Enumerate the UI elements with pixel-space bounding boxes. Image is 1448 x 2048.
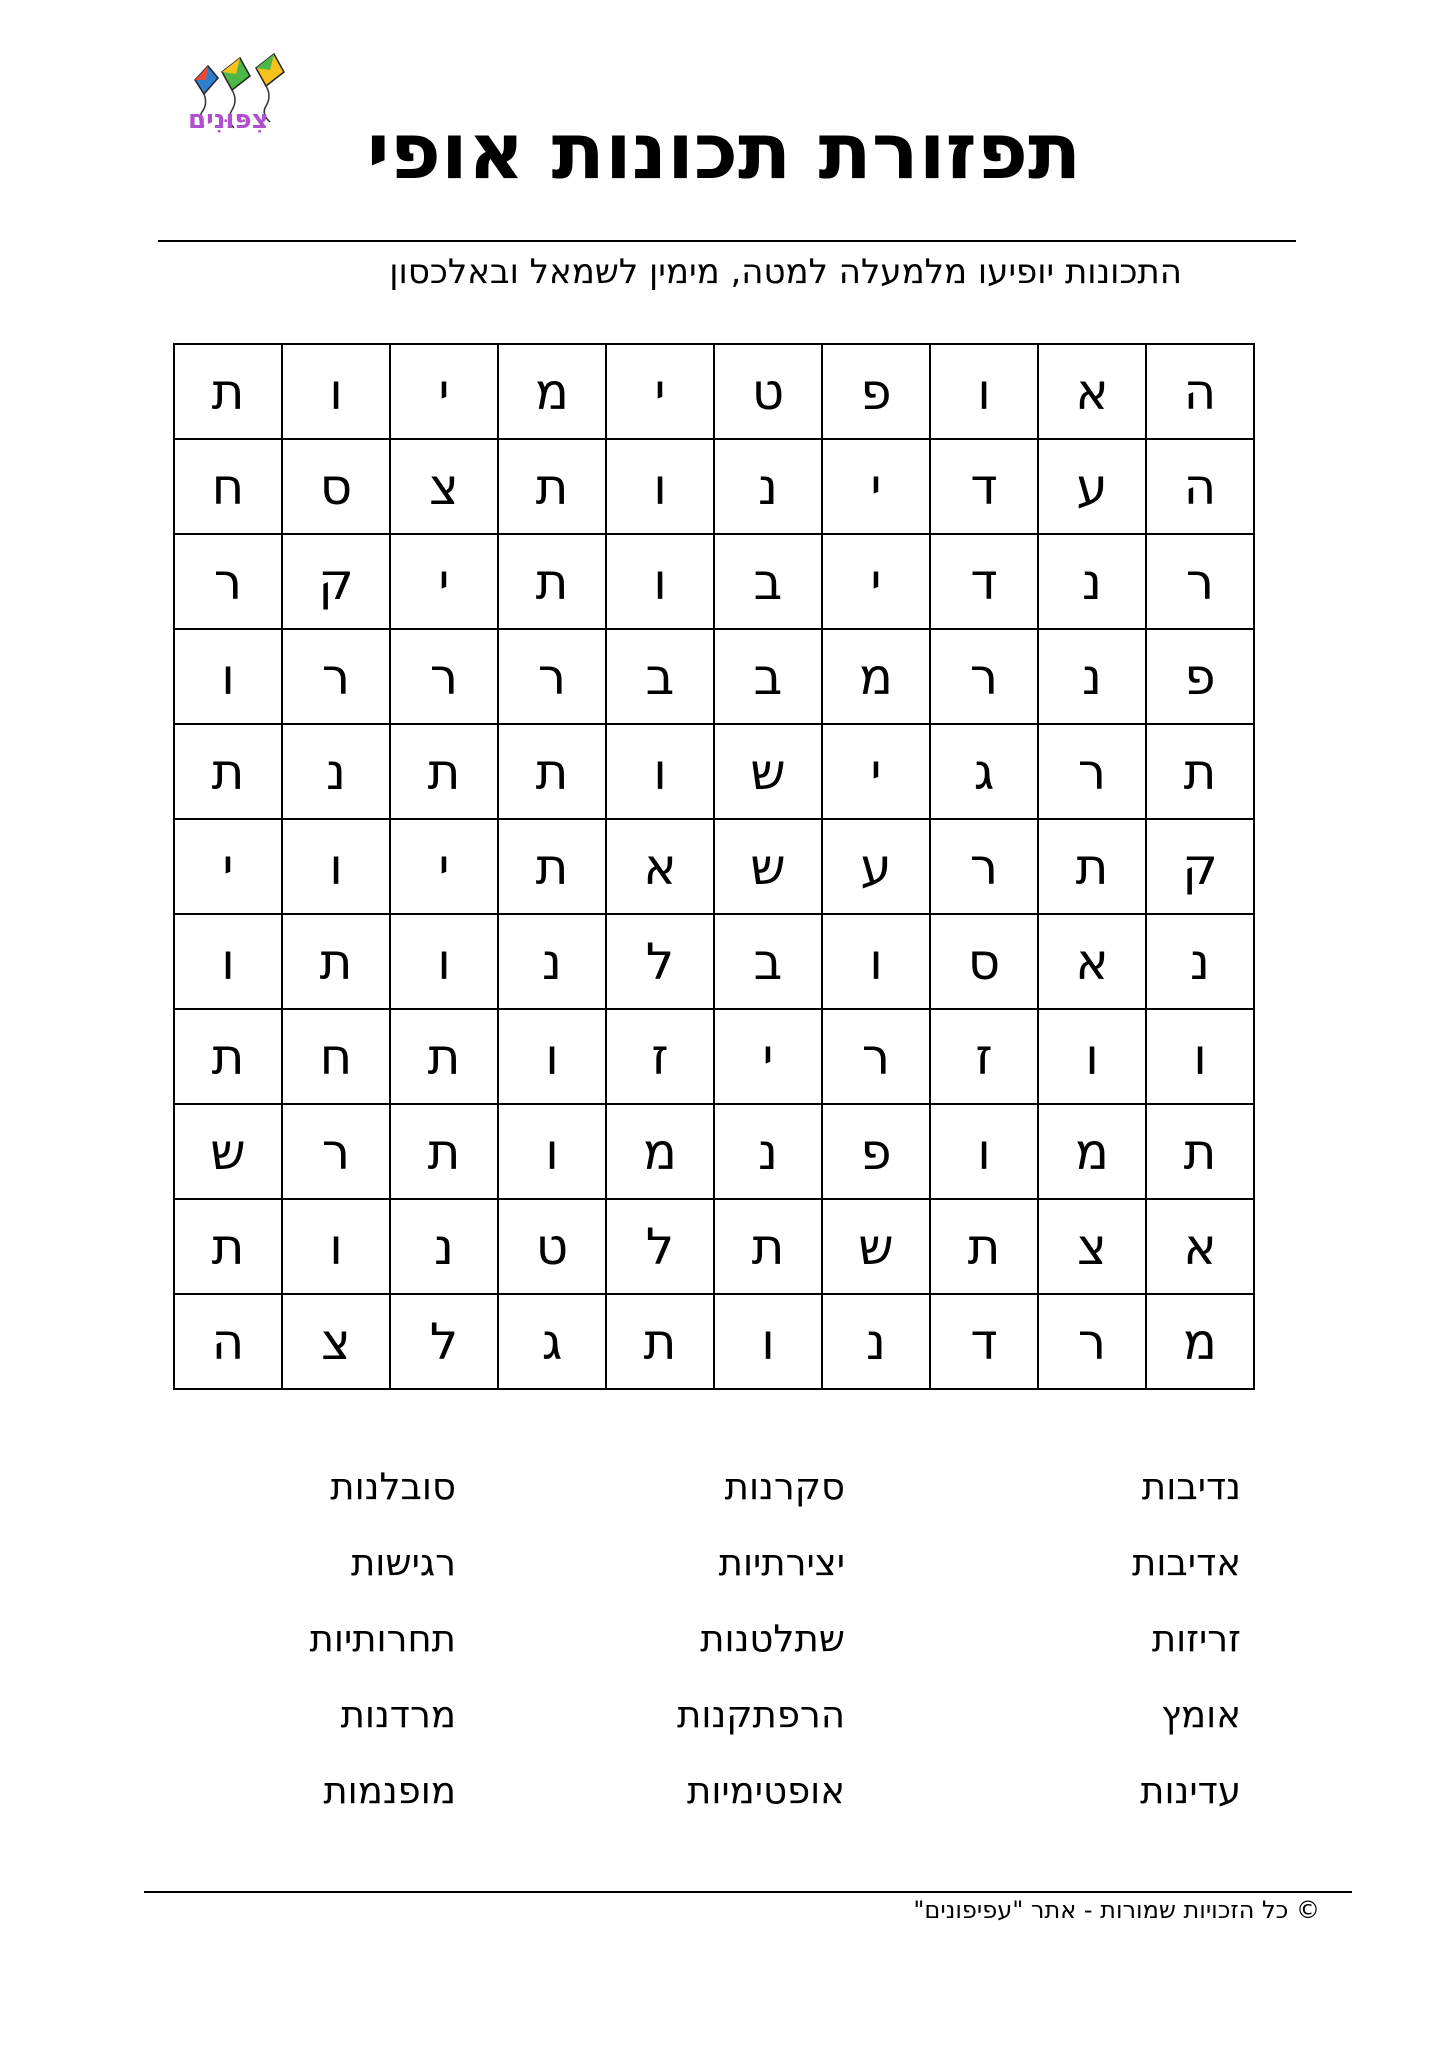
grid-cell: ק (282, 534, 390, 629)
grid-cell: ו (498, 1104, 606, 1199)
grid-cell: ו (606, 724, 714, 819)
grid-cell: ר (930, 819, 1038, 914)
grid-cell: י (390, 819, 498, 914)
grid-cell: ו (606, 439, 714, 534)
grid-cell: י (390, 534, 498, 629)
page-title: תפזורת תכונות אופי (366, 107, 1082, 197)
grid-cell: ת (714, 1199, 822, 1294)
grid-cell: ר (282, 629, 390, 724)
grid-cell: נ (1038, 629, 1146, 724)
grid-cell: נ (282, 724, 390, 819)
grid-cell: ש (714, 724, 822, 819)
grid-cell: נ (390, 1199, 498, 1294)
word-list-item: סקרנות (724, 1465, 845, 1508)
grid-cell: ח (282, 1009, 390, 1104)
grid-cell: ב (714, 914, 822, 1009)
grid-cell: ת (498, 439, 606, 534)
grid-cell: ת (1038, 819, 1146, 914)
grid-cell: ק (1146, 819, 1254, 914)
grid-cell: ר (282, 1104, 390, 1199)
grid-cell: ר (1038, 1294, 1146, 1389)
grid-cell: א (1038, 914, 1146, 1009)
grid-cell: נ (822, 1294, 930, 1389)
grid-cell: ר (1146, 534, 1254, 629)
grid-cell: ע (822, 819, 930, 914)
grid-cell: פ (822, 1104, 930, 1199)
grid-cell: ר (174, 534, 282, 629)
grid-cell: ר (822, 1009, 930, 1104)
grid-cell: צ (390, 439, 498, 534)
grid-cell: י (174, 819, 282, 914)
word-list-item: אופטימיות (687, 1769, 845, 1812)
grid-cell: ל (390, 1294, 498, 1389)
grid-cell: ג (930, 724, 1038, 819)
grid-row (174, 439, 1254, 534)
grid-cell: ת (498, 534, 606, 629)
grid-cell: א (1146, 1199, 1254, 1294)
grid-cell: ת (930, 1199, 1038, 1294)
grid-cell: ת (498, 724, 606, 819)
word-list-item: תחרותיות (309, 1617, 456, 1660)
grid-cell: ת (174, 724, 282, 819)
grid-cell: ה (1146, 439, 1254, 534)
footer-divider (144, 1891, 1352, 1893)
grid-cell: ד (930, 439, 1038, 534)
word-list-item: רגישות (350, 1541, 456, 1584)
grid-cell: ע (1038, 439, 1146, 534)
grid-cell: ר (390, 629, 498, 724)
grid-cell: ו (282, 819, 390, 914)
grid-cell: מ (822, 629, 930, 724)
grid-cell: נ (714, 1104, 822, 1199)
grid-cell: ה (174, 1294, 282, 1389)
copyright-text: © כל הזכויות שמורות - אתר "עפיפונים" (913, 1896, 1320, 1924)
grid-cell: ד (930, 534, 1038, 629)
word-list-item: הרפתקנות (677, 1693, 845, 1736)
word-list-item: מרדנות (340, 1693, 456, 1736)
word-search-grid (173, 343, 1255, 1390)
grid-row (174, 1294, 1254, 1389)
word-list-item: סובלנות (330, 1465, 456, 1508)
grid-cell: ת (174, 1199, 282, 1294)
word-list-item: מופנמות (323, 1769, 456, 1812)
grid-cell: מ (606, 1104, 714, 1199)
grid-cell: ת (174, 1009, 282, 1104)
grid-cell: ז (930, 1009, 1038, 1104)
grid-cell: ס (930, 914, 1038, 1009)
word-list-item: נדיבות (1141, 1465, 1241, 1508)
grid-cell: פ (822, 344, 930, 439)
grid-row (174, 1104, 1254, 1199)
grid-cell: ב (714, 534, 822, 629)
logo-text: צִפּוּנִים (188, 105, 269, 135)
grid-cell: ר (930, 629, 1038, 724)
grid-cell: נ (498, 914, 606, 1009)
grid-cell: י (714, 1009, 822, 1104)
grid-cell: ת (1146, 724, 1254, 819)
grid-cell: ת (498, 819, 606, 914)
grid-cell: נ (1038, 534, 1146, 629)
grid-cell: ת (174, 344, 282, 439)
grid-cell: ה (1146, 344, 1254, 439)
grid-cell: ו (282, 344, 390, 439)
grid-cell: ש (174, 1104, 282, 1199)
grid-row (174, 819, 1254, 914)
grid-cell: נ (1146, 914, 1254, 1009)
grid-cell: ד (930, 1294, 1038, 1389)
grid-cell: ו (1038, 1009, 1146, 1104)
grid-cell: מ (1038, 1104, 1146, 1199)
grid-cell: ר (498, 629, 606, 724)
grid-row (174, 629, 1254, 724)
grid-row (174, 724, 1254, 819)
grid-cell: ש (714, 819, 822, 914)
grid-row (174, 344, 1254, 439)
grid-cell: י (606, 344, 714, 439)
grid-cell: ב (606, 629, 714, 724)
grid-cell: ו (822, 914, 930, 1009)
grid-cell: ת (606, 1294, 714, 1389)
grid-cell: ט (498, 1199, 606, 1294)
grid-cell: ש (822, 1199, 930, 1294)
title-divider (158, 240, 1296, 242)
grid-row (174, 534, 1254, 629)
grid-cell: ו (282, 1199, 390, 1294)
grid-row (174, 1009, 1254, 1104)
word-list-item: אדיבות (1132, 1541, 1241, 1584)
grid-cell: צ (282, 1294, 390, 1389)
grid-cell: ו (714, 1294, 822, 1389)
grid-row (174, 1199, 1254, 1294)
grid-cell: ו (606, 534, 714, 629)
grid-cell: י (390, 344, 498, 439)
word-list-item: שתלטנות (700, 1617, 845, 1660)
word-list-item: זריזות (1151, 1617, 1241, 1660)
grid-cell: מ (498, 344, 606, 439)
grid-cell: א (1038, 344, 1146, 439)
instructions-text: התכונות יופיעו מלמעלה למטה, מימין לשמאל ובאלכסון (389, 252, 1182, 292)
grid-cell: ו (390, 914, 498, 1009)
grid-cell: ת (390, 1009, 498, 1104)
grid-cell: ו (498, 1009, 606, 1104)
grid-cell: א (606, 819, 714, 914)
grid-cell: ו (930, 1104, 1038, 1199)
grid-cell: ת (390, 724, 498, 819)
grid-cell: ת (390, 1104, 498, 1199)
word-list-item: יצירתיות (718, 1541, 845, 1584)
grid-cell: ז (606, 1009, 714, 1104)
grid-cell: נ (714, 439, 822, 534)
grid-cell: י (822, 439, 930, 534)
grid-cell: י (822, 724, 930, 819)
grid-row (174, 914, 1254, 1009)
grid-cell: ת (1146, 1104, 1254, 1199)
grid-cell: ל (606, 1199, 714, 1294)
grid-cell: ב (714, 629, 822, 724)
grid-cell: ט (714, 344, 822, 439)
grid-cell: ר (1038, 724, 1146, 819)
grid-cell: ו (174, 914, 282, 1009)
grid-cell: מ (1146, 1294, 1254, 1389)
grid-cell: ח (174, 439, 282, 534)
grid-cell: ו (174, 629, 282, 724)
grid-cell: ו (1146, 1009, 1254, 1104)
grid-cell: פ (1146, 629, 1254, 724)
word-list-item: עדינות (1140, 1769, 1241, 1812)
grid-cell: י (822, 534, 930, 629)
word-list-item: אומץ (1161, 1693, 1241, 1736)
grid-cell: ל (606, 914, 714, 1009)
grid-cell: ס (282, 439, 390, 534)
grid-cell: ת (282, 914, 390, 1009)
grid-cell: ג (498, 1294, 606, 1389)
grid-cell: צ (1038, 1199, 1146, 1294)
grid-cell: ו (930, 344, 1038, 439)
